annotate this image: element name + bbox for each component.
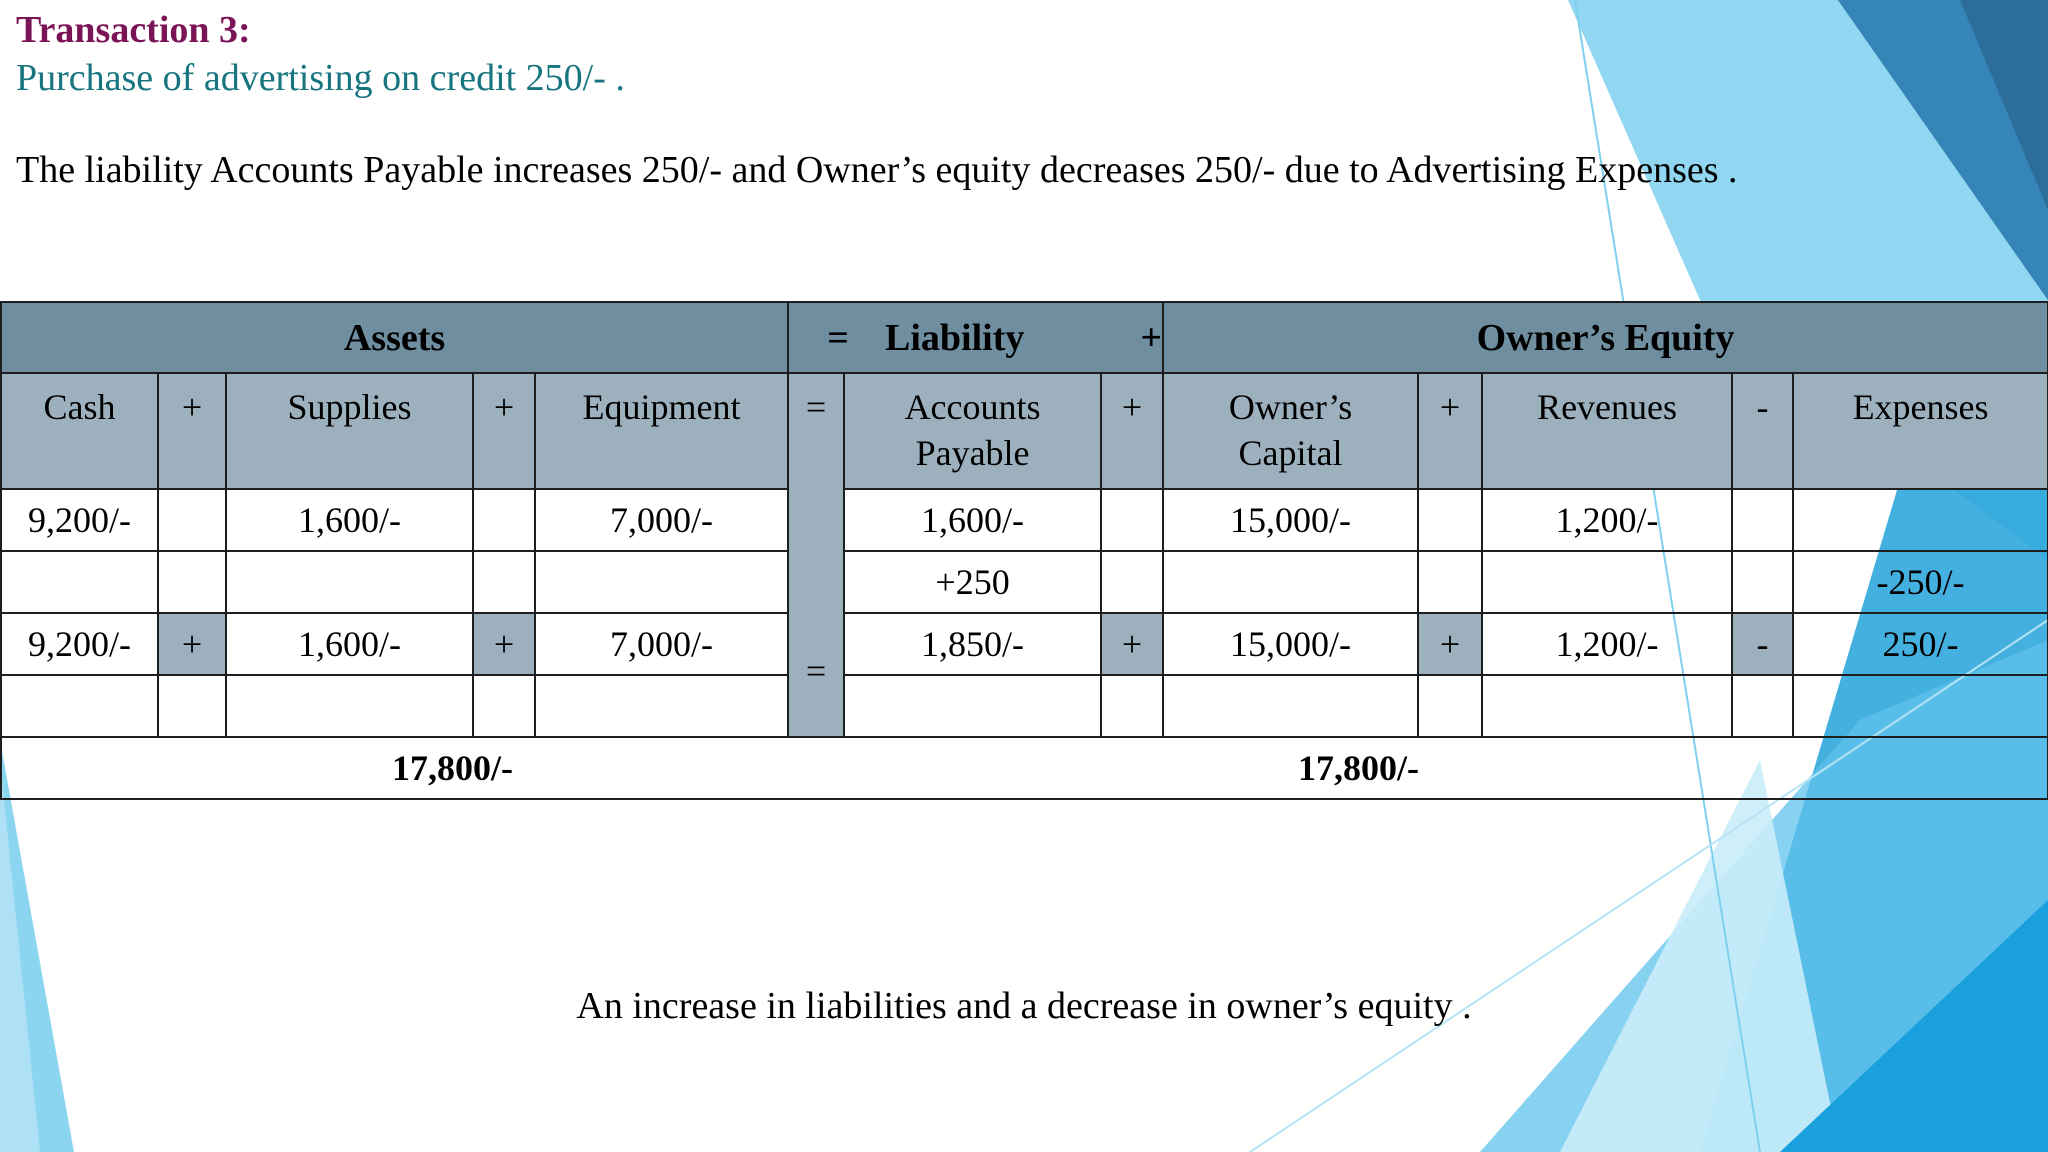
cell-equipment xyxy=(535,551,788,613)
cell-expenses xyxy=(1793,489,2048,551)
cell-owners-capital xyxy=(1163,675,1418,737)
equals-bottom: = xyxy=(805,651,827,691)
cell-op xyxy=(1418,675,1482,737)
assets-total: 17,800/- xyxy=(1,737,1163,799)
col-expenses: Expenses xyxy=(1793,373,2048,489)
col-plus-2: + xyxy=(473,373,535,489)
cell-op xyxy=(1101,489,1163,551)
totals-row xyxy=(1,737,2048,799)
cell-supplies xyxy=(226,551,473,613)
col-plus-1: + xyxy=(158,373,226,489)
cell-expenses xyxy=(1793,675,2048,737)
cell-op xyxy=(1732,551,1793,613)
cell-expenses: -250/- xyxy=(1793,551,2048,613)
col-equipment: Equipment xyxy=(535,373,788,489)
col-accounts-payable xyxy=(844,373,1101,489)
cell-op: + xyxy=(158,613,226,675)
cell-op xyxy=(158,675,226,737)
col-owners-capital xyxy=(1163,373,1418,489)
cell-revenues xyxy=(1482,675,1732,737)
cell-owners-capital: 15,000/- xyxy=(1163,613,1418,675)
cell-equipment xyxy=(535,675,788,737)
cell-owners-capital xyxy=(1163,551,1418,613)
equals-symbol: = xyxy=(827,316,849,359)
table-row-opening xyxy=(1,489,2048,551)
cell-op xyxy=(1418,489,1482,551)
cell-op: + xyxy=(1101,613,1163,675)
column-header-row xyxy=(1,373,2048,489)
col-owners-capital-line1: Owner’s xyxy=(1228,387,1353,427)
cell-op xyxy=(473,489,535,551)
accounting-equation-table xyxy=(0,301,2048,800)
cell-accounts-payable: +250 xyxy=(844,551,1101,613)
table-row-balance xyxy=(1,613,2048,675)
col-cash: Cash xyxy=(1,373,158,489)
cell-expenses: 250/- xyxy=(1793,613,2048,675)
cell-supplies: 1,600/- xyxy=(226,613,473,675)
assets-header: Assets xyxy=(1,302,788,373)
table-row-transaction xyxy=(1,551,2048,613)
owners-equity-header: Owner’s Equity xyxy=(1163,302,2048,373)
cell-cash xyxy=(1,551,158,613)
transaction-description: The liability Accounts Payable increases 250/- and Owner’s equity decreases 250/- due to Advertising Expenses . xyxy=(16,149,1738,191)
cell-cash: 9,200/- xyxy=(1,489,158,551)
cell-op xyxy=(1732,489,1793,551)
cell-op xyxy=(1732,675,1793,737)
cell-revenues xyxy=(1482,551,1732,613)
col-minus: - xyxy=(1732,373,1793,489)
cell-equipment: 7,000/- xyxy=(535,489,788,551)
cell-op xyxy=(158,551,226,613)
liability-header xyxy=(788,302,1163,373)
summary-text: An increase in liabilities and a decrease in owner’s equity . xyxy=(576,985,1472,1027)
col-accounts-payable-line2: Payable xyxy=(915,433,1030,473)
cell-cash: 9,200/- xyxy=(1,613,158,675)
cell-op xyxy=(1418,551,1482,613)
col-supplies: Supplies xyxy=(226,373,473,489)
cell-accounts-payable: 1,600/- xyxy=(844,489,1101,551)
cell-op: + xyxy=(473,613,535,675)
plus-symbol: + xyxy=(1140,316,1163,359)
cell-revenues: 1,200/- xyxy=(1482,613,1732,675)
col-plus-3: + xyxy=(1101,373,1163,489)
cell-op xyxy=(1101,675,1163,737)
group-header-row xyxy=(1,302,2048,373)
col-accounts-payable-line1: Accounts xyxy=(904,387,1041,427)
liability-label: Liability xyxy=(885,316,1025,359)
cell-owners-capital: 15,000/- xyxy=(1163,489,1418,551)
table-row-blank xyxy=(1,675,2048,737)
cell-equipment: 7,000/- xyxy=(535,613,788,675)
cell-supplies xyxy=(226,675,473,737)
col-revenues: Revenues xyxy=(1482,373,1732,489)
cell-op xyxy=(473,551,535,613)
cell-op xyxy=(158,489,226,551)
cell-cash xyxy=(1,675,158,737)
liabilities-equity-total: 17,800/- xyxy=(1163,737,2048,799)
col-plus-4: + xyxy=(1418,373,1482,489)
equals-top: = xyxy=(805,387,827,427)
cell-supplies: 1,600/- xyxy=(226,489,473,551)
cell-revenues: 1,200/- xyxy=(1482,489,1732,551)
cell-op xyxy=(1101,551,1163,613)
cell-accounts-payable: 1,850/- xyxy=(844,613,1101,675)
cell-op xyxy=(473,675,535,737)
col-owners-capital-line2: Capital xyxy=(1238,433,1343,473)
cell-accounts-payable xyxy=(844,675,1101,737)
equals-column xyxy=(788,373,844,737)
transaction-title: Transaction 3: xyxy=(16,9,251,51)
cell-op: + xyxy=(1418,613,1482,675)
cell-op: - xyxy=(1732,613,1793,675)
transaction-subtitle: Purchase of advertising on credit 250/- . xyxy=(16,57,625,99)
